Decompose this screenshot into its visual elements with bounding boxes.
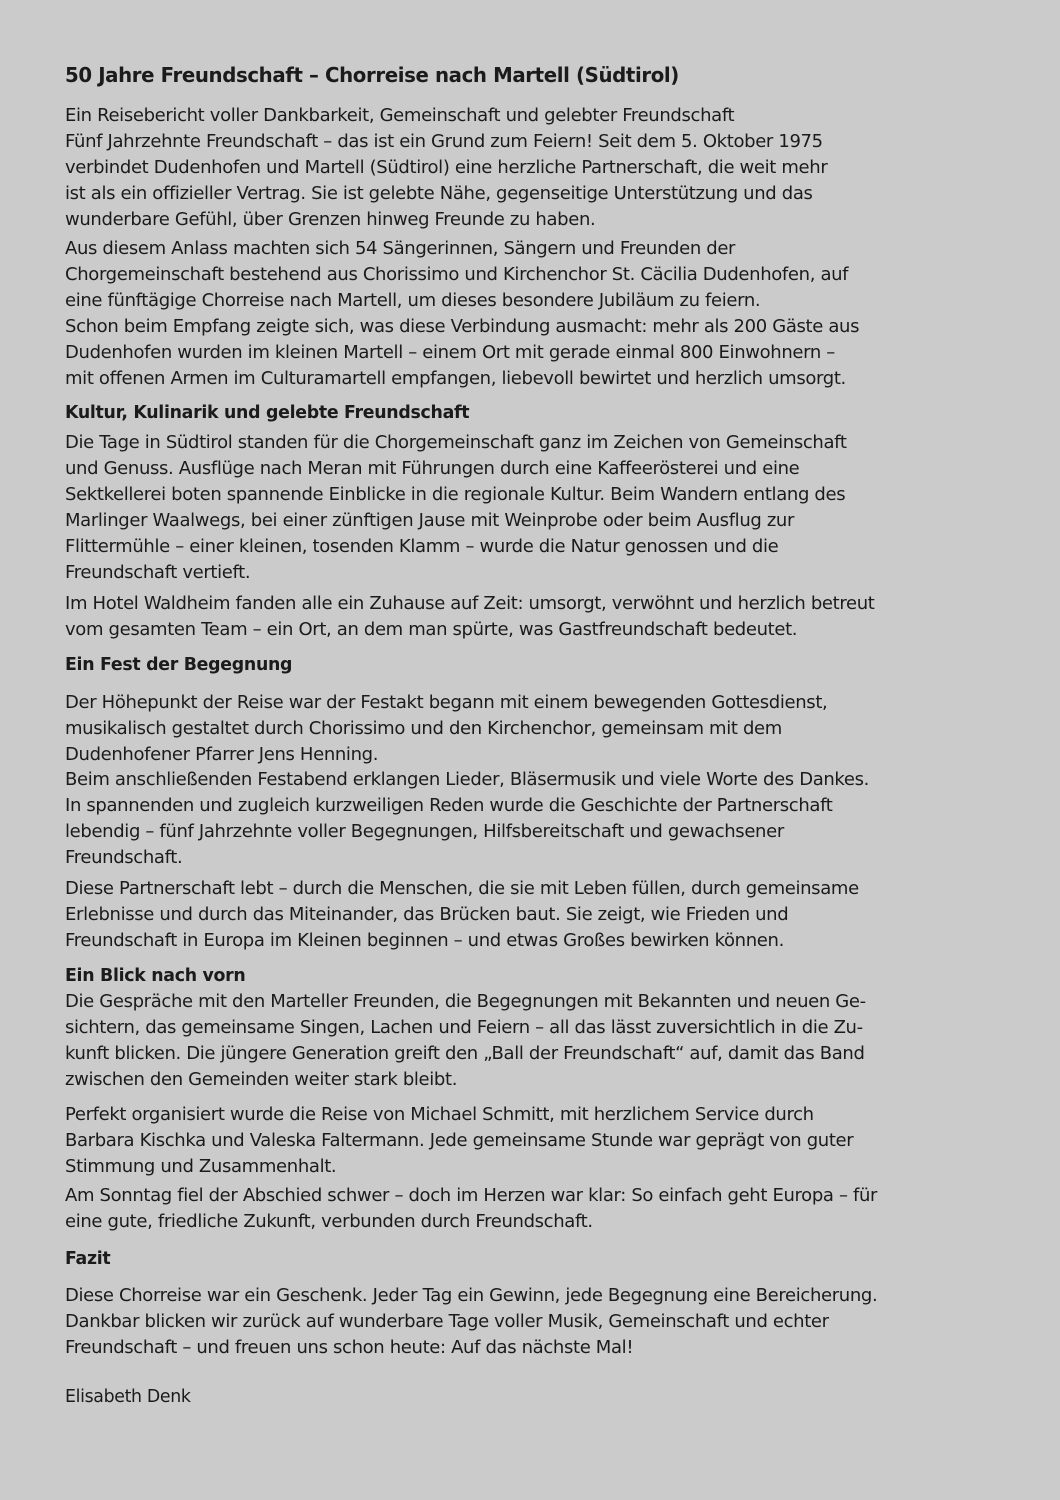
section-heading-kultur: Kultur, Kulinarik und gelebte Freundschaft (65, 402, 470, 423)
text-line: verbindet Dudenhofen und Martell (Südtirol) eine herzliche Partnerschaft, die weit mehr (65, 157, 828, 178)
text-line: Der Höhepunkt der Reise war der Festakt begann mit einem bewegenden Gottesdienst, (65, 692, 828, 713)
text-line: Aus diesem Anlass machten sich 54 Sängerinnen, Sängern und Freunden der (65, 238, 736, 259)
text-line: Diese Chorreise war ein Geschenk. Jeder Tag ein Gewinn, jede Begegnung eine Bereicherung. (65, 1285, 878, 1306)
text-line: Schon beim Empfang zeigte sich, was diese Verbindung ausmacht: mehr als 200 Gäste aus (65, 316, 860, 337)
fest-paragraph-1 (65, 690, 1025, 768)
text-line: Perfekt organisiert wurde die Reise von Michael Schmitt, mit herzlichem Service durch (65, 1104, 814, 1125)
text-line: Freundschaft. (65, 847, 183, 868)
text-line: Freundschaft in Europa im Kleinen beginnen – und etwas Großes bewirken können. (65, 930, 784, 951)
text-line: kunft blicken. Die jüngere Generation greift den „Ball der Freundschaft“ auf, damit das Band (65, 1043, 865, 1064)
kultur-paragraph-2 (65, 591, 1025, 643)
text-line: Erlebnisse und durch das Miteinander, das Brücken baut. Sie zeigt, wie Frieden und (65, 904, 789, 925)
fest-paragraph-2 (65, 767, 1025, 871)
text-line: Am Sonntag fiel der Abschied schwer – doch im Herzen war klar: So einfach geht Europa – für (65, 1185, 878, 1206)
text-line: Im Hotel Waldheim fanden alle ein Zuhause auf Zeit: umsorgt, verwöhnt und herzlich betreut (65, 593, 875, 614)
text-line: Freundschaft vertieft. (65, 562, 251, 583)
section-heading-fest: Ein Fest der Begegnung (65, 654, 293, 675)
text-line: Stimmung und Zusammenhalt. (65, 1156, 337, 1177)
author-signature: Elisabeth Denk (65, 1386, 191, 1407)
text-line: Dankbar blicken wir zurück auf wunderbare Tage voller Musik, Gemeinschaft und echter (65, 1311, 829, 1332)
text-line: lebendig – fünf Jahrzehnte voller Begegnungen, Hilfsbereitschaft und gewachsener (65, 821, 784, 842)
text-line: Marlinger Waalwegs, bei einer zünftigen Jause mit Weinprobe oder beim Ausflug zur (65, 510, 795, 531)
text-line: eine fünftägige Chorreise nach Martell, um dieses besondere Jubiläum zu feiern. (65, 290, 761, 311)
text-line: musikalisch gestaltet durch Chorissimo und den Kirchenchor, gemeinsam mit dem (65, 718, 782, 739)
text-line: Sektkellerei boten spannende Einblicke in die regionale Kultur. Beim Wandern entlang des (65, 484, 846, 505)
text-line: eine gute, friedliche Zukunft, verbunden durch Freundschaft. (65, 1211, 593, 1232)
text-line: Dudenhofen wurden im kleinen Martell – einem Ort mit gerade einmal 800 Einwohnern – (65, 342, 835, 363)
text-line: und Genuss. Ausflüge nach Meran mit Führungen durch eine Kaffeerösterei und eine (65, 458, 800, 479)
text-line: Beim anschließenden Festabend erklangen Lieder, Bläsermusik und viele Worte des Dankes. (65, 769, 869, 790)
text-line: vom gesamten Team – ein Ort, an dem man spürte, was Gastfreundschaft bedeutet. (65, 619, 798, 640)
text-line: sichtern, das gemeinsame Singen, Lachen und Feiern – all das lässt zuversichtlich in die Zu- (65, 1017, 863, 1038)
text-line: zwischen den Gemeinden weiter stark bleibt. (65, 1069, 458, 1090)
text-line: Fünf Jahrzehnte Freundschaft – das ist ein Grund zum Feiern! Seit dem 5. Oktober 1975 (65, 131, 823, 152)
text-line: Barbara Kischka und Valeska Faltermann. Jede gemeinsame Stunde war geprägt von guter (65, 1130, 854, 1151)
text-line: Die Gespräche mit den Marteller Freunden, die Begegnungen mit Bekannten und neuen Ge- (65, 991, 866, 1012)
section-heading-fazit: Fazit (65, 1248, 111, 1269)
anlass-paragraph (65, 236, 1025, 392)
text-line: Flittermühle – einer kleinen, tosenden Klamm – wurde die Natur genossen und die (65, 536, 779, 557)
text-line: Chorgemeinschaft bestehend aus Chorissimo und Kirchenchor St. Cäcilia Dudenhofen, auf (65, 264, 849, 285)
intro-paragraph (65, 103, 1025, 233)
blick-paragraph-3 (65, 1183, 1025, 1235)
text-line: wunderbare Gefühl, über Grenzen hinweg Freunde zu haben. (65, 209, 596, 230)
blick-paragraph-1 (65, 989, 1025, 1093)
kultur-paragraph-1 (65, 430, 1025, 586)
text-line: Dudenhofener Pfarrer Jens Henning. (65, 744, 379, 765)
section-heading-blick: Ein Blick nach vorn (65, 965, 246, 986)
text-line: mit offenen Armen im Culturamartell empfangen, liebevoll bewirtet und herzlich umsorgt. (65, 368, 846, 389)
article-title: 50 Jahre Freundschaft – Chorreise nach Martell (Südtirol) (65, 63, 679, 87)
text-line: ist als ein offizieller Vertrag. Sie ist gelebte Nähe, gegenseitige Unterstützung und das (65, 183, 813, 204)
text-line: In spannenden und zugleich kurzweiligen Reden wurde die Geschichte der Partnerschaft (65, 795, 833, 816)
text-line: Diese Partnerschaft lebt – durch die Menschen, die sie mit Leben füllen, durch gemeinsame (65, 878, 859, 899)
blick-paragraph-2 (65, 1102, 1025, 1180)
fest-paragraph-3 (65, 876, 1025, 954)
fazit-paragraph (65, 1283, 1025, 1361)
text-line: Ein Reisebericht voller Dankbarkeit, Gemeinschaft und gelebter Freundschaft (65, 105, 735, 126)
text-line: Freundschaft – und freuen uns schon heute: Auf das nächste Mal! (65, 1337, 634, 1358)
text-line: Die Tage in Südtirol standen für die Chorgemeinschaft ganz im Zeichen von Gemeinschaft (65, 432, 847, 453)
